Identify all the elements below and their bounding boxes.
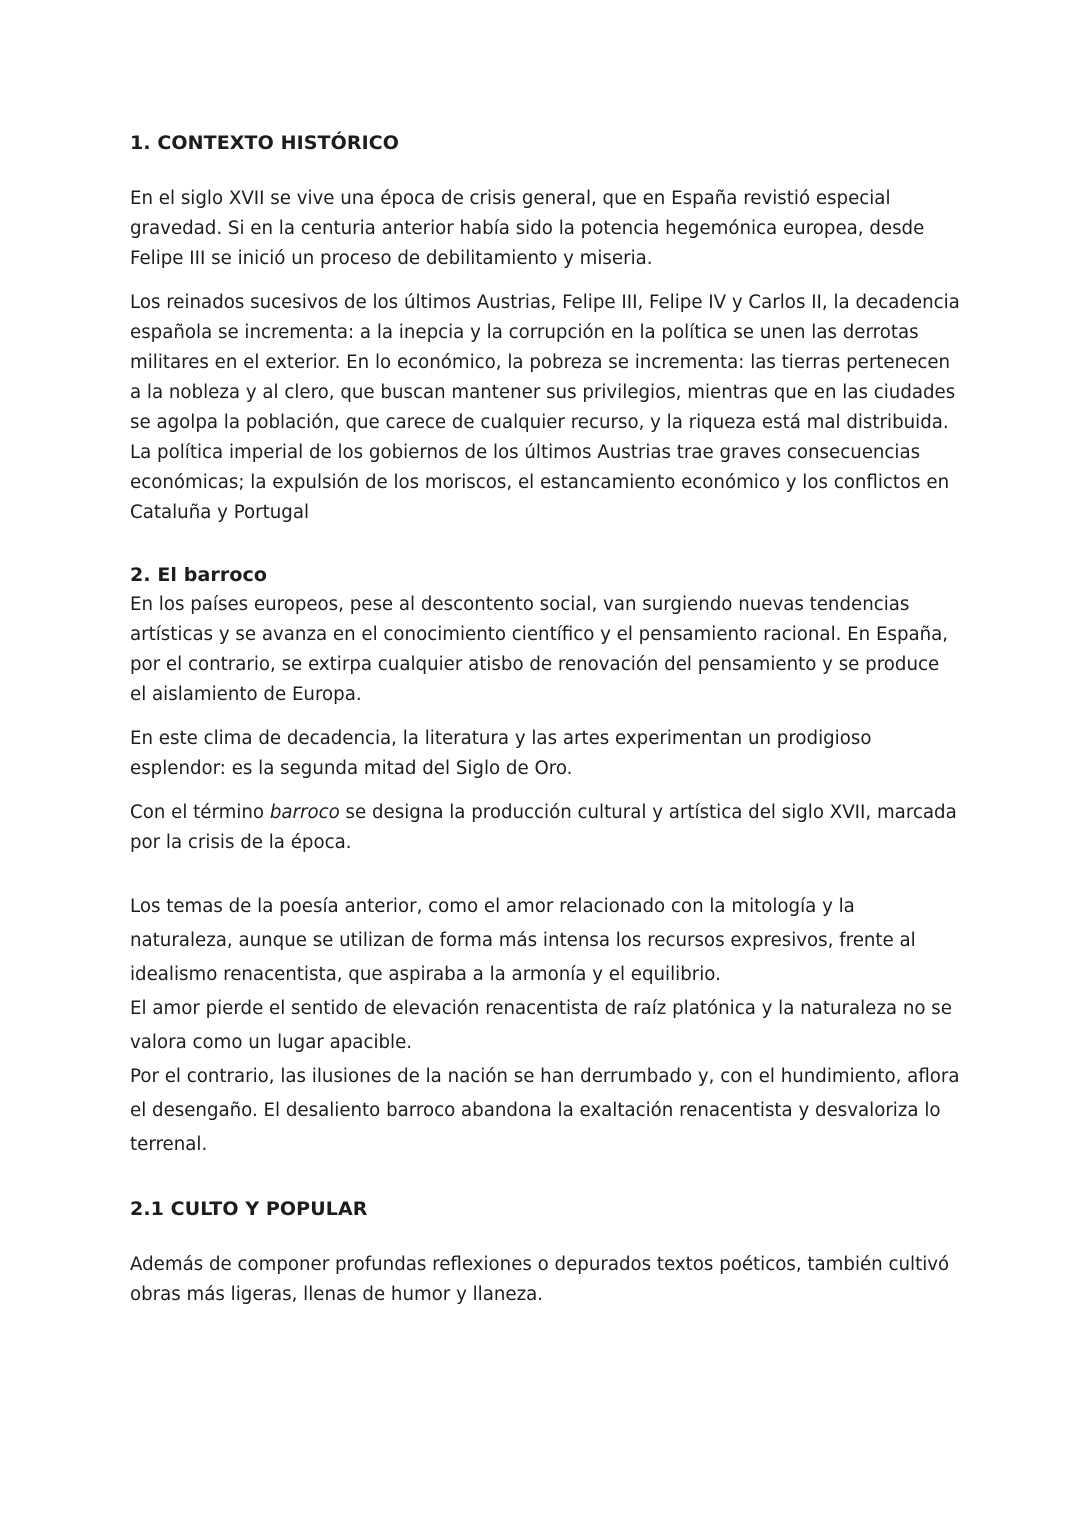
barroco-themes-block xyxy=(130,890,960,1162)
paragraph-barroco-6: Por el contrario, las ilusiones de la nación se han derrumbado y, con el hundimiento, aflora el desengaño. El desaliento barroco abandona la exaltación renacentista y desvaloriza lo terrenal. xyxy=(130,1066,960,1155)
paragraph-barroco-4: Los temas de la poesía anterior, como el amor relacionado con la mitología y la naturaleza, aunque se utilizan de forma más intensa los recursos expresivos, frente al idealismo renacentista, que aspiraba a la armonía y el equilibrio. xyxy=(130,896,916,985)
section-title-el-barroco: 2. El barroco xyxy=(130,564,267,586)
paragraph-culto-popular-1: Además de componer profundas reflexiones o depurados textos poéticos, también cultivó obras más ligeras, llenas de humor y llaneza. xyxy=(130,1254,950,1305)
paragraph-barroco-5: El amor pierde el sentido de elevación renacentista de raíz platónica y la naturaleza no se valora como un lugar apacible. xyxy=(130,998,952,1053)
paragraph-contexto-3: La política imperial de los gobiernos de los últimos Austrias trae graves consecuencias económicas; la expulsión de los moriscos, el estancamiento económico y los conflictos en Cataluña y Portugal xyxy=(130,442,950,523)
paragraph-barroco-3-start: Con el término xyxy=(130,802,270,823)
document-page xyxy=(130,128,960,1310)
paragraph-barroco-3-end: se designa la producción cultural y artística del siglo XVII, marcada por la crisis de la época. xyxy=(130,802,957,853)
paragraph-barroco-3 xyxy=(130,798,960,858)
section-title-contexto-historico: 1. CONTEXTO HISTÓRICO xyxy=(130,132,400,154)
paragraph-contexto-2: Los reinados sucesivos de los últimos Austrias, Felipe III, Felipe IV y Carlos II, la decadencia española se incrementa: a la inepcia y la corrupción en la política se unen las derrotas militares en el exterior. En lo económico, la pobreza se incrementa: las tierras pertenecen a la nobleza y al clero, que buscan mantener sus privilegios, mientras que en las ciudades se agolpa la población, que carece de cualquier recurso, y la riqueza está mal distribuida. xyxy=(130,292,960,433)
paragraph-barroco-1: En los países europeos, pese al descontento social, van surgiendo nuevas tendencias artísticas y se avanza en el conocimiento científico y el pensamiento racional. En España, por el contrario, se extirpa cualquier atisbo de renovación del pensamiento y se produce el aislamiento de Europa. xyxy=(130,594,949,705)
paragraph-contexto-1: En el siglo XVII se vive una época de crisis general, que en España revistió especial gravedad. Si en la centuria anterior había sido la potencia hegemónica europea, desde Felipe III se inició un proceso de debilitamiento y miseria. xyxy=(130,188,925,269)
term-barroco: barroco xyxy=(269,802,340,823)
paragraph-barroco-2: En este clima de decadencia, la literatura y las artes experimentan un prodigioso esplendor: es la segunda mitad del Siglo de Oro. xyxy=(130,728,872,779)
section-title-culto-y-popular: 2.1 CULTO Y POPULAR xyxy=(130,1198,368,1220)
